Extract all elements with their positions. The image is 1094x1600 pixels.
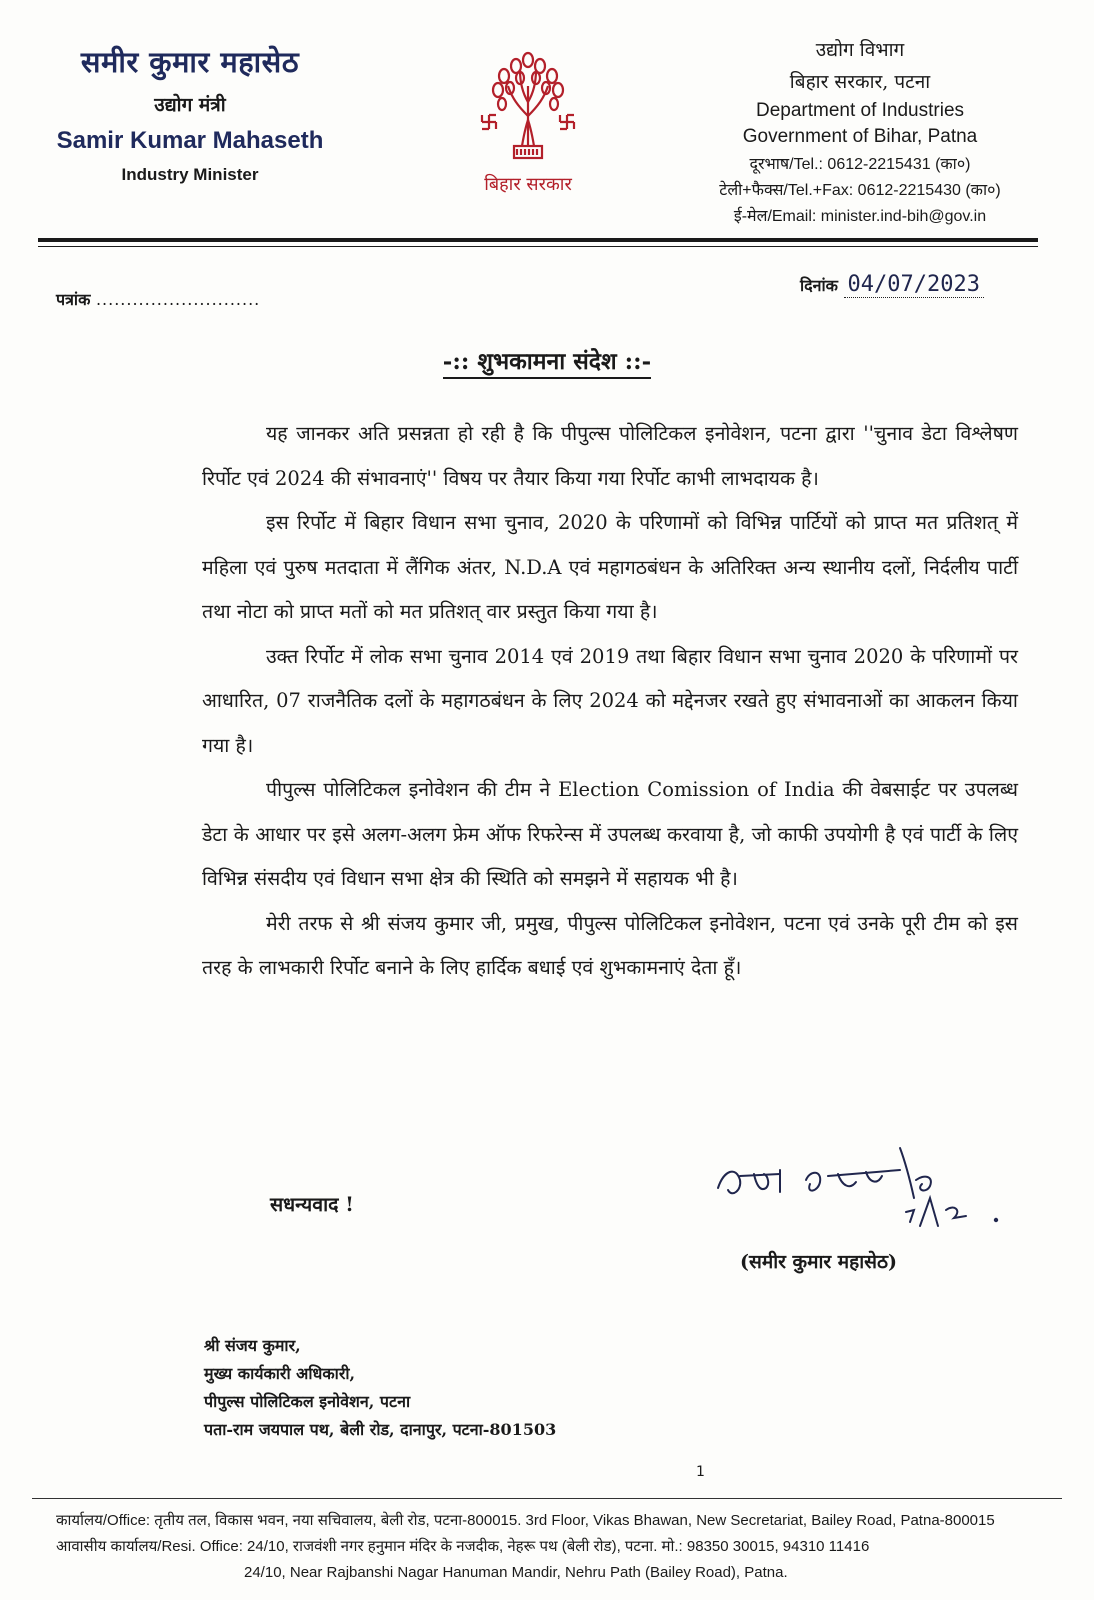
letter-heading-text: -:: शुभकामना संदेश ::- [443, 348, 651, 379]
minister-role-hindi: उद्योग मंत्री [154, 94, 226, 116]
reference-number [56, 288, 260, 310]
bihar-emblem [468, 46, 588, 206]
addressee-designation: मुख्य कार्यकारी अधिकारी, [204, 1364, 356, 1383]
footer-residence-address-english: 24/10, Near Rajbanshi Nagar Hanuman Mandir, Nehru Path (Bailey Road), Patna. [244, 1564, 788, 1581]
handwritten-signature-icon [710, 1140, 1010, 1240]
reference-label: पत्रांक [56, 290, 91, 309]
telefax-number: टेली+फैक्स/Tel.+Fax: 0612-2215430 (का०) [719, 182, 1001, 199]
emblem-caption: बिहार सरकार [484, 174, 572, 195]
minister-role-english: Industry Minister [121, 165, 259, 184]
paragraph: यह जानकर अति प्रसन्नता हो रही है कि पीपुल्स पोलिटिकल इनोवेशन, पटना द्वारा ''चुनाव डेटा विश्लेषण रिर्पोट एवं 2024 की संभावनाएं'' विषय पर तैयार किया गया रिर्पोट काभी लाभदायक है। [202, 422, 1018, 490]
letter-body [202, 412, 1018, 991]
paragraph: पीपुल्स पोलिटिकल इनोवेशन की टीम ने Election Comission of India की वेबसाईट पर उपलब्ध डेटा के आधार पर इसे अलग-अलग फ्रेम ऑफ रिफरेन्स में उपलब्ध करवाया है, जो काफी उपयोगी है एवं पार्टी के लिए विभिन्न संसदीय एवं विधान सभा क्षेत्र की स्थिति को समझने में सहायक भी है। [202, 778, 1018, 890]
header-rule-thin [38, 246, 1038, 247]
paragraph: मेरी तरफ से श्री संजय कुमार जी, प्रमुख, पीपुल्स पोलिटिकल इनोवेशन, पटना एवं उनके पूरी टीम को इस तरह के लाभकारी रिर्पोट बनाने के लिए हार्दिक बधाई एवं शुभकामनाएं देता हूँ। [202, 911, 1018, 979]
addressee-name: श्री संजय कुमार, [204, 1336, 301, 1355]
signatory-name: (समीर कुमार महासेठ) [740, 1251, 898, 1273]
government-english: Government of Bihar, Patna [742, 126, 978, 147]
letter-heading [0, 344, 1094, 376]
addressee-address: पता-राम जयपाल पथ, बेली रोड, दानापुर, पटना-801503 [204, 1420, 557, 1439]
date-field [800, 272, 984, 297]
paragraph: उक्त रिर्पोट में लोक सभा चुनाव 2014 एवं 2019 तथा बिहार विधान सभा चुनाव 2020 के परिणामों पर आधारित, 07 राजनैतिक दलों के महागठबंधन के लिए 2024 को मद्देनजर रखते हुए संभावनाओं का आकलन किया गया है। [202, 644, 1018, 757]
footer-rule [32, 1498, 1062, 1499]
addressee-block [204, 1332, 556, 1444]
government-hindi: बिहार सरकार, पटना [789, 71, 931, 93]
department-english: Department of Industries [755, 100, 965, 121]
email-address: ई-मेल/Email: minister.ind-bih@gov.in [733, 208, 987, 225]
phone-number: दूरभाष/Tel.: 0612-2215431 (का०) [749, 156, 971, 173]
minister-name-english: Samir Kumar Mahaseth [56, 127, 324, 154]
header-rule-thick [38, 238, 1038, 242]
bodhi-tree-emblem-icon [478, 46, 578, 170]
paragraph: इस रिर्पोट में बिहार विधान सभा चुनाव, 2020 के परिणामों को विभिन्न पार्टियों को प्राप्त मत प्रतिशत् में महिला एवं पुरुष मतदाता में लैंगिक अंतर, N.D.A एवं महागठबंधन के अतिरिक्त अन्य स्थानीय दलों, निर्दलीय पार्टी तथा नोटा को प्राप्त मतों को मत प्रतिशत् वार प्रस्तुत किया गया है। [202, 511, 1018, 623]
minister-block [40, 42, 340, 185]
footer-residence-address: आवासीय कार्यालय/Resi. Office: 24/10, राजवंशी नगर हनुमान मंदिर के नजदीक, नेहरू पथ (बेली रोड), पटना. मो.: 98350 30015, 94310 11416 [56, 1538, 870, 1555]
date-label: दिनांक [800, 276, 838, 295]
closing-thanks: सधन्यवाद ! [270, 1193, 354, 1216]
reference-dots: ........................... [95, 290, 261, 309]
department-hindi: उद्योग विभाग [815, 39, 905, 61]
addressee-organisation: पीपुल्स पोलिटिकल इनोवेशन, पटना [204, 1392, 411, 1411]
minister-name-hindi: समीर कुमार महासेठ [80, 45, 300, 79]
department-block [690, 36, 1030, 226]
date-value: 04/07/2023 [844, 272, 984, 298]
footer-office-address: कार्यालय/Office: तृतीय तल, विकास भवन, नया सचिवालय, बेली रोड, पटना-800015. 3rd Floor, Vikas Bhawan, New Secretariat, Bailey Road, Patna-800015 [56, 1512, 995, 1529]
page-mark: 1 [696, 1464, 705, 1480]
footer-address [56, 1508, 1066, 1586]
